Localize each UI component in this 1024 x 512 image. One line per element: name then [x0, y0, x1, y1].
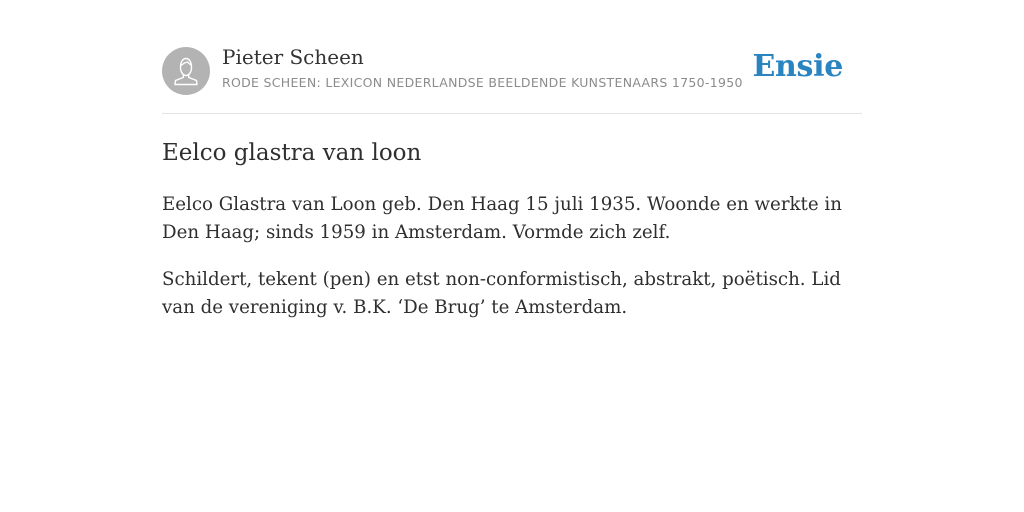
entry-paragraph: Schildert, tekent (pen) en etst non-conformistisch, abstrakt, poëtisch. Lid van de vereniging v. B.K. ‘De Brug’ te Amsterdam. [162, 269, 841, 318]
brand-logo[interactable]: Ensie [752, 49, 843, 84]
source-title[interactable]: RODE SCHEEN: LEXICON NEDERLANDSE BEELDENDE KUNSTENAARS 1750-1950 [222, 75, 743, 90]
entry-title: Eelco glastra van loon [162, 140, 422, 166]
avatar[interactable] [162, 47, 210, 95]
author-name[interactable]: Pieter Scheen [222, 45, 364, 69]
entry-header [162, 44, 862, 114]
user-placeholder-icon [162, 47, 210, 95]
entry-paragraph: Eelco Glastra van Loon geb. Den Haag 15 juli 1935. Woonde en werkte in Den Haag; sinds 1959 in Amsterdam. Vormde zich zelf. [162, 194, 842, 243]
entry-card [162, 44, 862, 322]
